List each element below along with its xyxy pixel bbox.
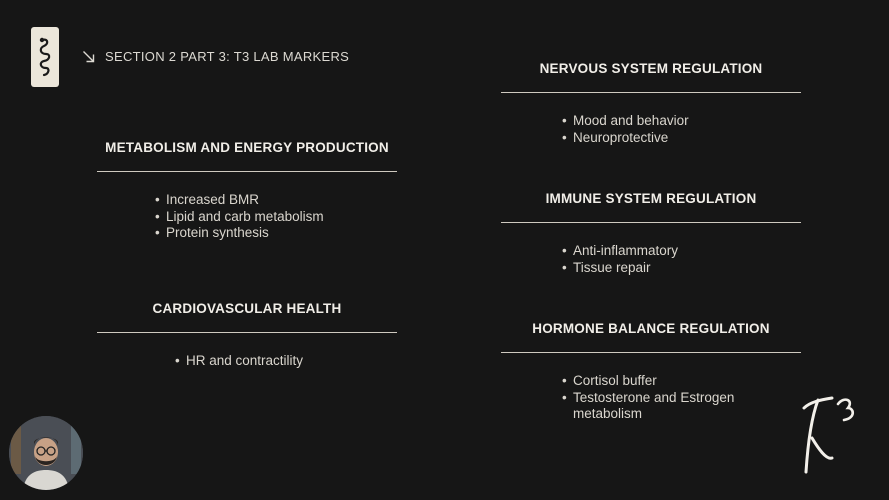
divider (501, 222, 801, 223)
page-title: SECTION 2 PART 3: T3 LAB MARKERS (105, 49, 350, 64)
section-title-immune: IMMUNE SYSTEM REGULATION (545, 191, 757, 206)
t3-handwriting-mark (798, 386, 860, 478)
list-item: • Tissue repair (562, 260, 801, 277)
section-immune (501, 190, 801, 276)
presenter-avatar (9, 416, 83, 490)
bullet-list-cardio (175, 353, 397, 370)
bullet-list-metabolism (155, 192, 397, 242)
serpent-logo-icon (36, 34, 54, 80)
section-title-cardio: CARDIOVASCULAR HEALTH (152, 301, 342, 316)
section-nervous (501, 60, 801, 146)
section-title-metabolism: METABOLISM AND ENERGY PRODUCTION (105, 140, 389, 155)
list-item: • Lipid and carb metabolism (155, 209, 397, 226)
divider (97, 332, 397, 333)
list-item: • HR and contractility (175, 353, 397, 370)
list-item: • Neuroprotective (562, 130, 801, 147)
arrow-down-right-icon (82, 50, 95, 63)
list-item: • Protein synthesis (155, 225, 397, 242)
section-cardio (97, 300, 397, 370)
logo-tile (31, 27, 59, 87)
divider (501, 92, 801, 93)
list-item: • Cortisol buffer (562, 373, 762, 390)
bullet-list-nervous (562, 113, 801, 146)
section-title-hormone: HORMONE BALANCE REGULATION (532, 321, 770, 336)
section-metabolism (97, 139, 397, 242)
bullet-list-immune (562, 243, 801, 276)
section-hormone (501, 320, 801, 423)
list-item: • Anti-inflammatory (562, 243, 801, 260)
divider (501, 352, 801, 353)
person-icon (9, 416, 83, 490)
list-item: • Mood and behavior (562, 113, 801, 130)
list-item: • Increased BMR (155, 192, 397, 209)
divider (97, 171, 397, 172)
section-title-nervous: NERVOUS SYSTEM REGULATION (539, 61, 763, 76)
list-item: • Testosterone and Estrogen metabolism (562, 390, 762, 423)
bullet-list-hormone (562, 373, 762, 423)
